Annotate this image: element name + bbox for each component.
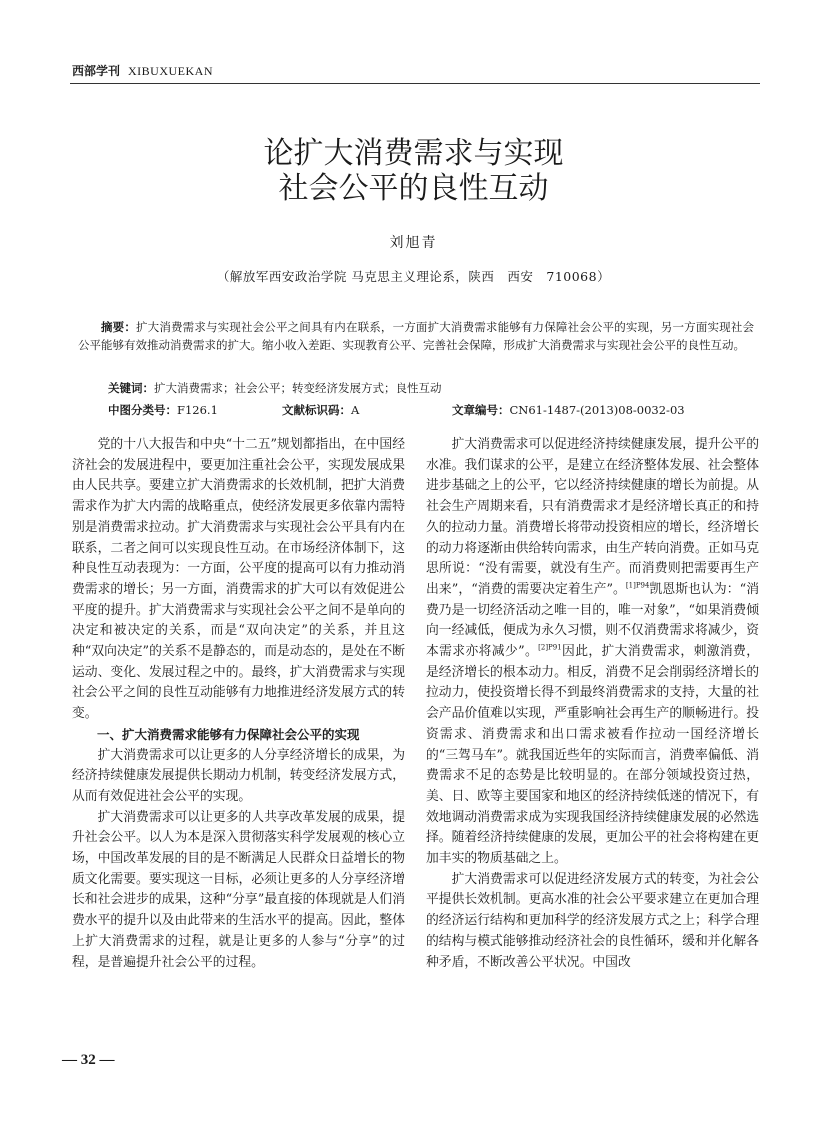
keywords-label: 关键词： [108,381,154,395]
right-column [426,435,759,973]
journal-latin: XIBUXUEKAN [128,64,214,78]
classification-label: 中图分类号： [108,403,177,417]
intro-paragraph: 党的十八大报告和中央“十二五”规划都指出，在中国经济社会的发展进程中，要更加注重社会公平，实现发展成果由人民共享。要建立扩大消费需求的长效机制，把扩大消费需求作为扩大内需的战略重点，使经济发展更多依靠内需特别是消费需求拉动。扩大消费需求与实现社会公平具有内在联系，二者之间可以实现良性互动。在市场经济体制下，这种良性互动表现为：一方面，公平度的提高可以有力推动消费需求的增长；另一方面，消费需求的扩大可以有效促进公平度的提升。扩大消费需求与实现社会公平之间不是单向的决定和被决定的关系，而是“双向决定”的关系，并且这种“双向决定”的关系不是静态的，而是动态的，是处在不断运动、变化、发展过程之中的。最终，扩大消费需求与实现社会公平之间的良性互动能够有力地推进经济发展方式的转变。 [72,437,406,722]
article-number [452,402,685,418]
article-number-label: 文章编号： [452,403,510,417]
body-paragraph: 扩大消费需求可以促进经济发展方式的转变，为社会公平提供长效机制。更高水准的社会公平要求建立在更加合理的经济运行结构和更加科学的经济发展方式之上；科学合理的结构与模式能够推动经济社会的良性循环，缓和并化解各种矛盾，不断改善公平状况。中国改 [426,871,759,970]
author: 刘旭青 [389,235,438,251]
page-number: — 32 — [62,1052,115,1068]
paragraph-text: 因此，扩大消费需求，刺激消费，是经济增长的根本动力。相反，消费不足会削弱经济增长的拉动力，使投资增长得不到最终消费需求的支持，大量的社会产品价值难以实现，严重影响社会再生产的顺畅进行。投资需求、消费需求和出口需求被看作拉动一国经济增长的“三驾马车”。就我国近些年的实际而言，消费率偏低、消费需求不足的态势是比较明显的。在部分领域投资过热，美、日、欧等主要国家和地区的经济持续低迷的情况下，有效地调动消费需求成为实现我国经济持续健康发展的必然选择。随着经济持续健康的发展，更加公平的社会将构建在更加丰实的物质基础之上。 [426,644,760,867]
keywords [108,379,748,397]
body-paragraph [426,435,759,870]
article-number-value: CN61-1487-(2013)08-0032-03 [509,403,685,417]
title-line-2: 社会公平的良性互动 [278,171,549,206]
running-header [72,62,213,79]
paragraph-text: 扩大消费需求可以促进经济持续健康发展，提升公平的水准。我们谋求的公平，是建立在经济整体发展、社会整体进步基础之上的公平，它以经济持续健康的增长为前提。从社会生产周期来看，只有消费需求才是经济增长真正的和持久的拉动力量。消费增长将带动投资相应的增长，经济增长的动力将逐渐由供给转向需求，由生产转向消费。正如马克思所说：“没有需要，就没有生产。而消费则把需要再生产出来”，“消费的需要决定着生产”。 [426,437,759,597]
header-rule [70,83,760,84]
citation: [2]P91 [538,643,562,652]
journal-name: 西部学刊 [72,64,121,78]
keywords-text: 扩大消费需求；社会公平；转变经济发展方式；良性互动 [154,381,442,395]
doc-code-label: 文献标识码： [282,403,351,417]
abstract [78,318,754,354]
body-paragraph: 扩大消费需求可以让更多的人分享经济增长的成果，为经济持续健康发展提供长期动力机制，转变经济发展方式，从而有效促进社会公平的实现。 [72,747,405,804]
classification-value: F126.1 [177,403,218,417]
section-heading-1: 一、扩大消费需求能够有力保障社会公平的实现 [97,726,360,742]
paragraph-text: 凯恩斯也认为：“消费乃是一切经济活动之唯一目的，唯一对象”，“如果消费倾向一经减低，便成为永久习惯，则不仅消费需求将减少，资本需求亦将减少”。 [426,581,760,660]
abstract-text: 扩大消费需求与实现社会公平之间具有内在联系，一方面扩大消费需求能够有力保障社会公平的实现，另一方面实现社会公平能够有效推动消费需求的扩大。缩小收入差距、实现教育公平、完善社会保障，形成扩大消费需求与实现社会公平的良性互动。 [78,320,755,352]
left-column [72,435,405,973]
citation: [1]P94 [625,581,650,590]
body-paragraph: 扩大消费需求可以让更多的人共享改革发展的成果，提升社会公平。以人为本是深入贯彻落实科学发展观的核心立场，中国改革发展的目的是不断满足人民群众日益增长的物质文化需要。要实现这一目标，必须让更多的人分享经济增长和社会进步的成果，这种“分享”最直接的体现就是人们消费水平的提升以及由此带来的生活水平的提高。因此，整体上扩大消费需求的过程，就是让更多的人参与“分享”的过程，是普遍提升社会公平的过程。 [72,809,406,970]
doc-code-value: A [351,403,360,417]
document-code [282,402,359,418]
title-line-1: 论扩大消费需求与实现 [263,136,564,171]
classification [108,402,218,418]
abstract-label: 摘要： [101,320,136,334]
affiliation: （解放军西安政治学院 马克思主义理论系，陕西 西安 710068） [216,269,611,284]
